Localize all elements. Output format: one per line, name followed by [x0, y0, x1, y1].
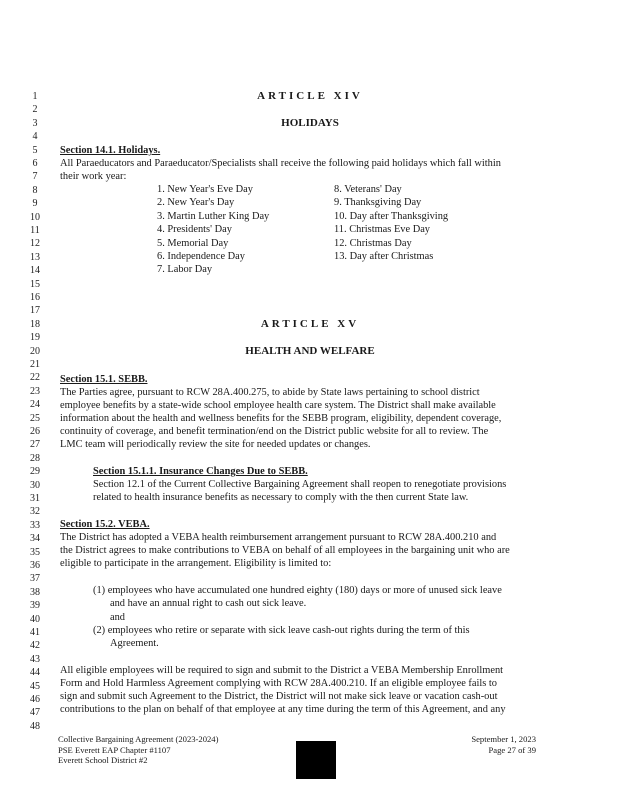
article-15-title: ARTICLE XV	[260, 318, 360, 330]
holidays-intro-line-1: All Paraeducators and Paraeducator/Specialists shall receive the following paid holidays which fall within	[60, 158, 501, 169]
veba-enrollment-text: Form and Hold Harmless Agreement complying with RCW 28A.400.210. If an eligible employee fails to	[60, 678, 498, 689]
holiday-item: 8. Veterans' Day	[334, 184, 402, 195]
holidays-intro-line-2: their work year:	[60, 171, 127, 182]
veba-enrollment-text: All eligible employees will be required to sign and submit to the District a VEBA Membership Enrollment	[60, 665, 504, 676]
section-15-1-text: employee benefits by a state-wide school employee health care system. The District shall make available	[60, 400, 496, 411]
holiday-item: 2. New Year's Day	[157, 197, 235, 209]
section-15-2-text: The District has adopted a VEBA health reimbursement arrangement pursuant to RCW 28A.400.210 and	[60, 532, 497, 543]
line-number: 44	[30, 667, 40, 679]
holiday-item: 9. Thanksgiving Day	[334, 197, 422, 209]
line-number: 25	[30, 412, 40, 424]
line-number: 48	[30, 720, 40, 732]
holiday-item: 1. New Year's Eve Day	[157, 184, 253, 195]
line-number: 7	[32, 171, 38, 183]
line-number: 12	[30, 238, 40, 250]
line-number: 8	[32, 184, 38, 196]
line-number: 28	[30, 452, 40, 464]
holiday-item: 7. Labor Day	[157, 264, 213, 276]
veba-enrollment-text: contributions to the plan on behalf of that employee at any time during the term of this Agreement, and any	[60, 704, 506, 715]
section-15-1-text: continuity of coverage, and benefit termination/end on the District public website for all to review. The	[60, 426, 489, 437]
line-number: 2	[32, 104, 38, 116]
footer-chapter: PSE Everett EAP Chapter #1107	[58, 744, 171, 755]
line-number: 15	[30, 278, 40, 290]
line-number: 39	[30, 600, 40, 612]
eligibility-item-1-cont: and have an annual right to cash out sick leave.	[110, 598, 307, 609]
section-15-1-1-text: related to health insurance benefits as necessary to comply with the then current State law.	[93, 492, 469, 503]
footer-district: Everett School District #2	[58, 755, 148, 765]
holiday-list-left	[157, 183, 269, 277]
section-14-1-heading: Section 14.1. Holidays.	[60, 145, 161, 156]
footer-right	[471, 734, 536, 755]
eligibility-item-1: (1) employees who have accumulated one hundred eighty (180) days or more of unused sick leave	[93, 585, 502, 596]
line-number: 11	[30, 225, 40, 236]
section-15-1-text: LMC team will periodically review the site for needed updates or changes.	[60, 439, 371, 450]
line-number: 45	[30, 680, 40, 692]
holiday-item: 12. Christmas Day	[334, 237, 412, 249]
line-number: 29	[30, 466, 40, 478]
holiday-item: 3. Martin Luther King Day	[157, 210, 270, 222]
footer-agreement: Collective Bargaining Agreement (2023-2024)	[58, 734, 219, 744]
line-number: 30	[30, 479, 40, 491]
section-15-2-heading: Section 15.2. VEBA.	[60, 519, 150, 530]
line-number: 38	[30, 586, 40, 598]
eligibility-item-2: (2) employees who retire or separate with sick leave cash-out rights during the term of this	[93, 625, 470, 636]
line-number: 23	[30, 385, 40, 397]
holiday-item: 10. Day after Thanksgiving	[334, 210, 449, 222]
line-number: 36	[30, 560, 40, 571]
line-number: 43	[30, 653, 40, 665]
article-15-subtitle: HEALTH AND WELFARE	[245, 345, 375, 357]
section-15-1-heading: Section 15.1. SEBB.	[60, 374, 148, 385]
line-number: 17	[30, 305, 40, 317]
holiday-item: 13. Day after Christmas	[334, 251, 434, 263]
section-15-2-text: eligible to participate in the arrangement. Eligibility is limited to:	[60, 558, 332, 569]
line-number: 35	[30, 546, 40, 558]
eligibility-item-2-cont: Agreement.	[110, 638, 159, 649]
line-number: 41	[30, 627, 40, 638]
redaction-block	[296, 741, 336, 779]
line-number: 5	[32, 144, 38, 156]
line-number: 33	[30, 519, 40, 531]
holiday-item: 4. Presidents' Day	[157, 224, 232, 236]
section-15-1-text: The Parties agree, pursuant to RCW 28A.400.275, to abide by State laws pertaining to school district	[60, 387, 480, 398]
footer-date: September 1, 2023	[471, 734, 536, 744]
article-14-subtitle: HOLIDAYS	[281, 117, 339, 129]
line-number: 1	[32, 91, 38, 102]
section-15-1-1-heading: Section 15.1.1. Insurance Changes Due to SEBB.	[93, 466, 308, 477]
line-number: 26	[30, 426, 40, 437]
line-number: 27	[30, 439, 40, 451]
article-14-title: ARTICLE XIV	[257, 90, 363, 102]
eligibility-and: and	[110, 612, 126, 623]
line-number: 18	[30, 318, 40, 330]
section-15-1-text: information about the health and wellness benefits for the SEBB program, eligibility, dependent coverage,	[60, 413, 502, 424]
line-number: 14	[30, 265, 40, 277]
line-number: 16	[30, 292, 40, 303]
line-number: 4	[32, 131, 38, 143]
line-number: 32	[30, 506, 40, 518]
line-number: 6	[32, 158, 38, 169]
footer-left	[58, 734, 218, 766]
line-number: 24	[30, 399, 40, 411]
line-number: 3	[32, 117, 38, 129]
line-number: 21	[30, 359, 40, 370]
line-number: 34	[30, 533, 40, 545]
holiday-list-right	[334, 183, 448, 263]
line-number: 40	[30, 613, 40, 625]
footer-page-number: Page 27 of 39	[488, 744, 536, 755]
line-number: 22	[30, 372, 40, 384]
holiday-item: 11. Christmas Eve Day	[334, 224, 431, 236]
section-15-2-text: the District agrees to make contributions to VEBA on behalf of all employees in the bargaining unit who are	[60, 545, 510, 556]
line-number: 47	[30, 707, 40, 719]
line-number: 10	[30, 211, 40, 223]
holiday-item: 6. Independence Day	[157, 251, 245, 263]
line-number: 13	[30, 251, 40, 263]
line-number: 9	[32, 198, 38, 210]
veba-enrollment-text: sign and submit such Agreement to the District, the District will not make sick leave or vacation cash-out	[60, 691, 498, 702]
line-number: 31	[30, 493, 40, 504]
holiday-item: 5. Memorial Day	[157, 237, 229, 249]
line-number: 42	[30, 640, 40, 652]
section-15-1-1-text: Section 12.1 of the Current Collective Bargaining Agreement shall reopen to renegotiate provisions	[93, 479, 507, 490]
line-number: 37	[30, 573, 40, 585]
line-number: 19	[30, 332, 40, 344]
line-number: 20	[30, 345, 40, 357]
line-number: 46	[30, 694, 40, 705]
